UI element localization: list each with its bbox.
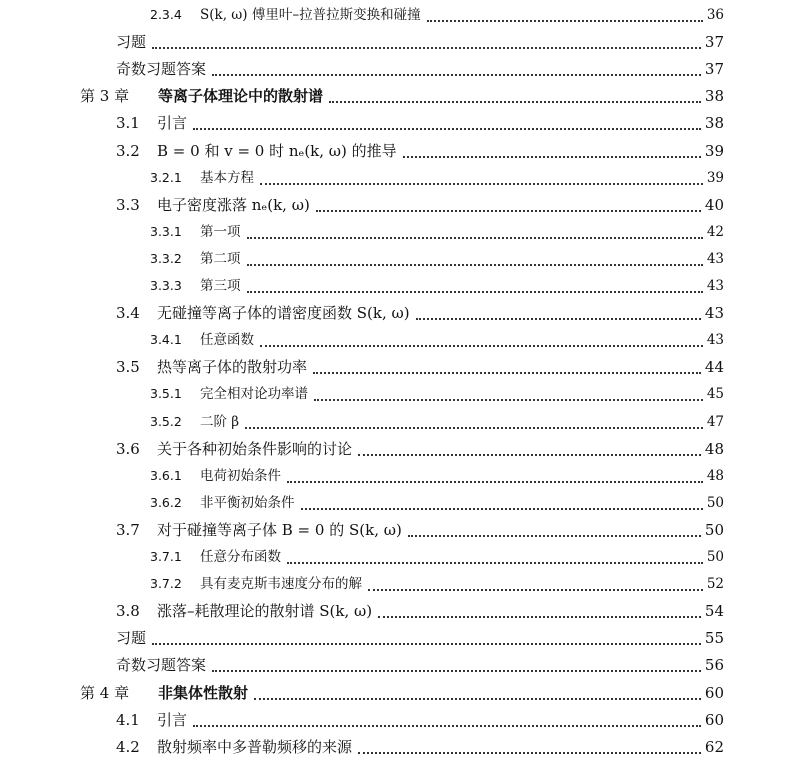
entry-page-number: 50 <box>704 520 724 539</box>
entry-title: 关于各种初始条件影响的讨论 <box>157 439 353 458</box>
entry-page-number: 38 <box>704 87 724 106</box>
entry-number: 3.3.1 <box>150 223 182 239</box>
entry-title: 引言 <box>157 114 188 133</box>
entry-page-number: 39 <box>704 141 724 160</box>
toc-entry[interactable] <box>0 518 800 542</box>
entry-title: 等离子体理论中的散射谱 <box>158 87 324 106</box>
toc-entry[interactable] <box>0 410 800 434</box>
entry-number: 3.3 <box>116 195 140 214</box>
entry-page-number: 36 <box>706 7 724 23</box>
entry-page-number: 37 <box>704 60 724 79</box>
entry-page-number: 60 <box>704 710 724 729</box>
entry-number: 4.1 <box>116 710 140 729</box>
toc-entry[interactable] <box>0 681 800 705</box>
entry-title: 电子密度涨落 nₑ(k, ω) <box>157 195 310 214</box>
entry-title: 无碰撞等离子体的谱密度函数 S(k, ω) <box>157 304 410 323</box>
toc-entry[interactable] <box>0 220 800 244</box>
entry-title: 二阶 β <box>200 413 240 430</box>
toc-entry[interactable] <box>0 57 800 81</box>
entry-number: 3.6.1 <box>150 467 182 483</box>
entry-title: 热等离子体的散射功率 <box>157 358 308 377</box>
entry-page-number: 56 <box>704 656 724 675</box>
toc-entry[interactable] <box>0 464 800 488</box>
dot-leader <box>287 562 703 564</box>
entry-title: 完全相对论功率谱 <box>200 386 308 403</box>
dot-leader <box>314 399 703 401</box>
entry-page-number: 45 <box>706 386 724 403</box>
toc-entry[interactable] <box>0 111 800 135</box>
entry-page-number: 50 <box>706 549 724 565</box>
dot-leader <box>245 427 703 429</box>
entry-page-number: 38 <box>704 114 724 133</box>
toc-entry[interactable] <box>0 193 800 217</box>
entry-number: 3.3.3 <box>150 278 182 293</box>
dot-leader <box>193 128 701 130</box>
dot-leader <box>287 481 703 483</box>
dot-leader <box>403 156 701 158</box>
entry-page-number: 62 <box>704 737 724 756</box>
entry-title: 引言 <box>157 710 188 729</box>
toc-entry[interactable] <box>0 301 800 325</box>
dot-leader <box>313 372 701 374</box>
toc-entry[interactable] <box>0 599 800 623</box>
entry-number: 3.3.2 <box>150 250 182 266</box>
entry-page-number: 60 <box>704 683 724 702</box>
dot-leader <box>378 616 701 618</box>
entry-title: B = 0 和 v = 0 时 nₑ(k, ω) 的推导 <box>157 141 397 160</box>
toc-entry[interactable] <box>0 437 800 461</box>
entry-title: 任意分布函数 <box>200 549 281 565</box>
entry-number: 第 3 章 <box>80 87 130 106</box>
entry-title: 基本方程 <box>200 169 254 186</box>
entry-title: 第一项 <box>200 223 241 240</box>
toc-entry[interactable] <box>0 735 800 759</box>
entry-title: 第三项 <box>200 278 241 294</box>
toc-entry[interactable] <box>0 84 800 108</box>
entry-title: 习题 <box>116 629 147 648</box>
dot-leader <box>212 74 701 76</box>
toc-entry[interactable] <box>0 166 800 190</box>
dot-leader <box>329 101 701 103</box>
entry-number: 3.6 <box>116 439 140 458</box>
toc-entry[interactable] <box>0 328 800 352</box>
entry-page-number: 43 <box>706 278 724 294</box>
entry-number: 4.2 <box>116 737 140 756</box>
entry-title: 习题 <box>116 33 147 52</box>
dot-leader <box>212 670 701 672</box>
toc-entry[interactable] <box>0 382 800 406</box>
entry-number: 3.7.1 <box>150 549 182 564</box>
entry-number: 3.5.2 <box>150 413 182 429</box>
entry-number: 3.1 <box>116 114 140 133</box>
entry-title: 对于碰撞等离子体 B = 0 的 S(k, ω) <box>157 520 402 539</box>
entry-title: 涨落–耗散理论的散射谱 S(k, ω) <box>157 602 373 621</box>
entry-page-number: 50 <box>706 494 724 511</box>
entry-title: 非平衡初始条件 <box>200 494 295 511</box>
toc-entry[interactable] <box>0 3 800 27</box>
dot-leader <box>368 589 703 591</box>
dot-leader <box>152 47 701 49</box>
toc-entry[interactable] <box>0 653 800 677</box>
entry-number: 3.8 <box>116 602 140 621</box>
dot-leader <box>301 508 703 510</box>
entry-title: 散射频率中多普勒频移的来源 <box>157 737 353 756</box>
dot-leader <box>358 752 701 754</box>
entry-number: 2.3.4 <box>150 7 182 22</box>
dot-leader <box>260 183 703 185</box>
entry-page-number: 54 <box>704 602 724 621</box>
entry-number: 3.6.2 <box>150 494 182 510</box>
dot-leader <box>316 210 701 212</box>
entry-title: 具有麦克斯韦速度分布的解 <box>200 576 362 593</box>
entry-number: 3.7.2 <box>150 576 182 592</box>
entry-title: 非集体性散射 <box>158 683 249 702</box>
dot-leader <box>254 698 701 700</box>
dot-leader <box>416 318 701 320</box>
toc-entry[interactable] <box>0 626 800 650</box>
entry-page-number: 40 <box>704 195 724 214</box>
entry-number: 3.7 <box>116 520 140 539</box>
entry-number: 第 4 章 <box>80 683 130 702</box>
dot-leader <box>427 20 703 22</box>
dot-leader <box>247 237 703 239</box>
entry-number: 3.4 <box>116 304 140 323</box>
entry-title: 电荷初始条件 <box>200 467 281 484</box>
entry-title: 奇数习题答案 <box>116 60 207 79</box>
entry-title: 奇数习题答案 <box>116 656 207 675</box>
dot-leader <box>152 643 701 645</box>
entry-page-number: 39 <box>706 169 724 186</box>
entry-title: S(k, ω) 傅里叶–拉普拉斯变换和碰撞 <box>200 7 421 23</box>
toc-entry[interactable] <box>0 572 800 596</box>
entry-page-number: 47 <box>706 413 724 430</box>
entry-page-number: 42 <box>706 223 724 240</box>
toc-entry[interactable] <box>0 355 800 379</box>
toc-entry[interactable] <box>0 491 800 515</box>
entry-page-number: 48 <box>704 439 724 458</box>
entry-page-number: 37 <box>704 33 724 52</box>
dot-leader <box>247 291 703 293</box>
entry-title: 第二项 <box>200 250 241 267</box>
toc-entry[interactable] <box>0 30 800 54</box>
entry-page-number: 44 <box>704 358 724 377</box>
entry-number: 3.2.1 <box>150 169 182 185</box>
entry-page-number: 55 <box>704 629 724 648</box>
entry-number: 3.5 <box>116 358 140 377</box>
toc-entry[interactable] <box>0 139 800 163</box>
dot-leader <box>260 345 703 347</box>
dot-leader <box>408 535 701 537</box>
entry-page-number: 48 <box>706 467 724 484</box>
entry-number: 3.4.1 <box>150 332 182 348</box>
entry-page-number: 43 <box>706 250 724 267</box>
entry-page-number: 52 <box>706 576 724 593</box>
entry-page-number: 43 <box>704 304 724 323</box>
toc-entry[interactable] <box>0 545 800 569</box>
dot-leader <box>358 454 701 456</box>
dot-leader <box>193 725 701 727</box>
toc-entry[interactable] <box>0 708 800 732</box>
dot-leader <box>247 264 703 266</box>
entry-number: 3.2 <box>116 141 140 160</box>
entry-title: 任意函数 <box>200 332 254 349</box>
toc-entry[interactable] <box>0 247 800 271</box>
toc-entry[interactable] <box>0 274 800 298</box>
entry-number: 3.5.1 <box>150 386 182 402</box>
entry-page-number: 43 <box>706 332 724 349</box>
